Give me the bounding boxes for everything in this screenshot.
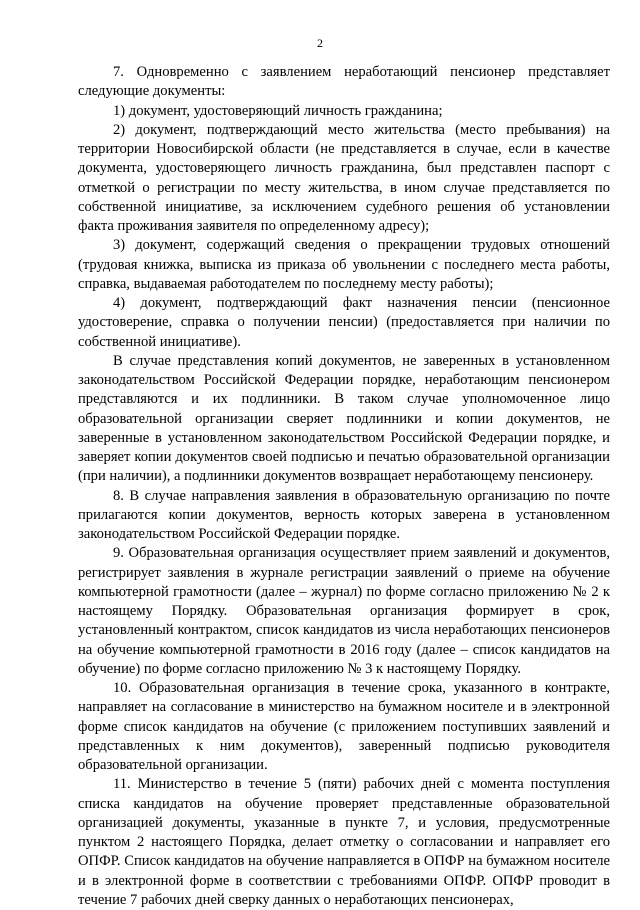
paragraph-10: 10. Образовательная организация в течение срока, указанного в контракте, направляет на согласование в министерство на бумажном носителе и в электронной форме список кандидатов на обучение (с приложением поступивших заявлений и представленных к ним документов), заверенный подписью руководителя образовательной организации. xyxy=(78,680,610,773)
paragraph-7-item-2: 2) документ, подтверждающий место жительства (место пребывания) на территории Новосибирской области (не представляется в случае, если в качестве документа, удостоверяющего личность гражданина, был представлен паспорт с отметкой о регистрации по месту жительства, в ином случае представляется по собственной инициативе, за исключением судебного решения об установлении факта проживания заявителя по определенному адресу); xyxy=(78,121,610,234)
paragraph-7: 7. Одновременно с заявлением неработающий пенсионер представляет следующие документы: xyxy=(78,64,610,100)
paragraph-7-item-3: 3) документ, содержащий сведения о прекращении трудовых отношений (трудовая книжка, выписка из приказа об увольнении с последнего места работы, справка, выдаваемая работодателем по последнему месту работы); xyxy=(78,237,610,292)
paragraph-7-item-1: 1) документ, удостоверяющий личность гражданина; xyxy=(113,102,443,119)
paragraph-9: 9. Образовательная организация осуществляет прием заявлений и документов, регистрирует заявления в журнале регистрации заявлений о приеме на обучение компьютерной грамотности (далее – журнал) по форме согласно приложению № 2 к настоящему Порядку. Образовательная организация формирует в срок, установленный контрактом, список кандидатов из числа неработающих пенсионеров на обучение компьютерной грамотности в 2016 году (далее – список кандидатов на обучение) по форме согласно приложению № 3 к настоящему Порядку. xyxy=(78,545,610,677)
document-body xyxy=(78,63,610,910)
paragraph-copies: В случае представления копий документов, не заверенных в установленном законодательством Российской Федерации порядке, неработающим пенсионером представляются и их подлинники. В таком случае уполномоченное лицо образовательной организации сверяет подлинники и копии документов, не заверенные в установленном законодательством Российской Федерации порядке, и заверяет копии документов своей подписью и печатью образовательной организации (при наличии), а подлинники документов возвращает неработающему пенсионеру. xyxy=(78,352,610,485)
page-number: 2 xyxy=(317,36,323,50)
paragraph-7-item-4: 4) документ, подтверждающий факт назначения пенсии (пенсионное удостоверение, справка о получении пенсии) (предоставляется при наличии по собственной инициативе). xyxy=(78,295,610,350)
paragraph-11: 11. Министерство в течение 5 (пяти) рабочих дней с момента поступления списка кандидатов на обучение проверяет представленные образовательной организацией документы, указанные в пункте 7, и условия, предусмотренные пунктом 2 настоящего Порядка, делает отметку о согласовании и направляет его ОПФР. Список кандидатов на обучение направляется в ОПФР на бумажном носителе и в электронной форме в соответствии с требованиями ОПФР. ОПФР проводит в течение 7 рабочих дней сверку данных о неработающих пенсионерах, xyxy=(78,776,610,908)
paragraph-8: 8. В случае направления заявления в образовательную организацию по почте прилагаются копии документов, верность которых заверена в установленном законодательством Российской Федерации порядке. xyxy=(78,487,610,542)
